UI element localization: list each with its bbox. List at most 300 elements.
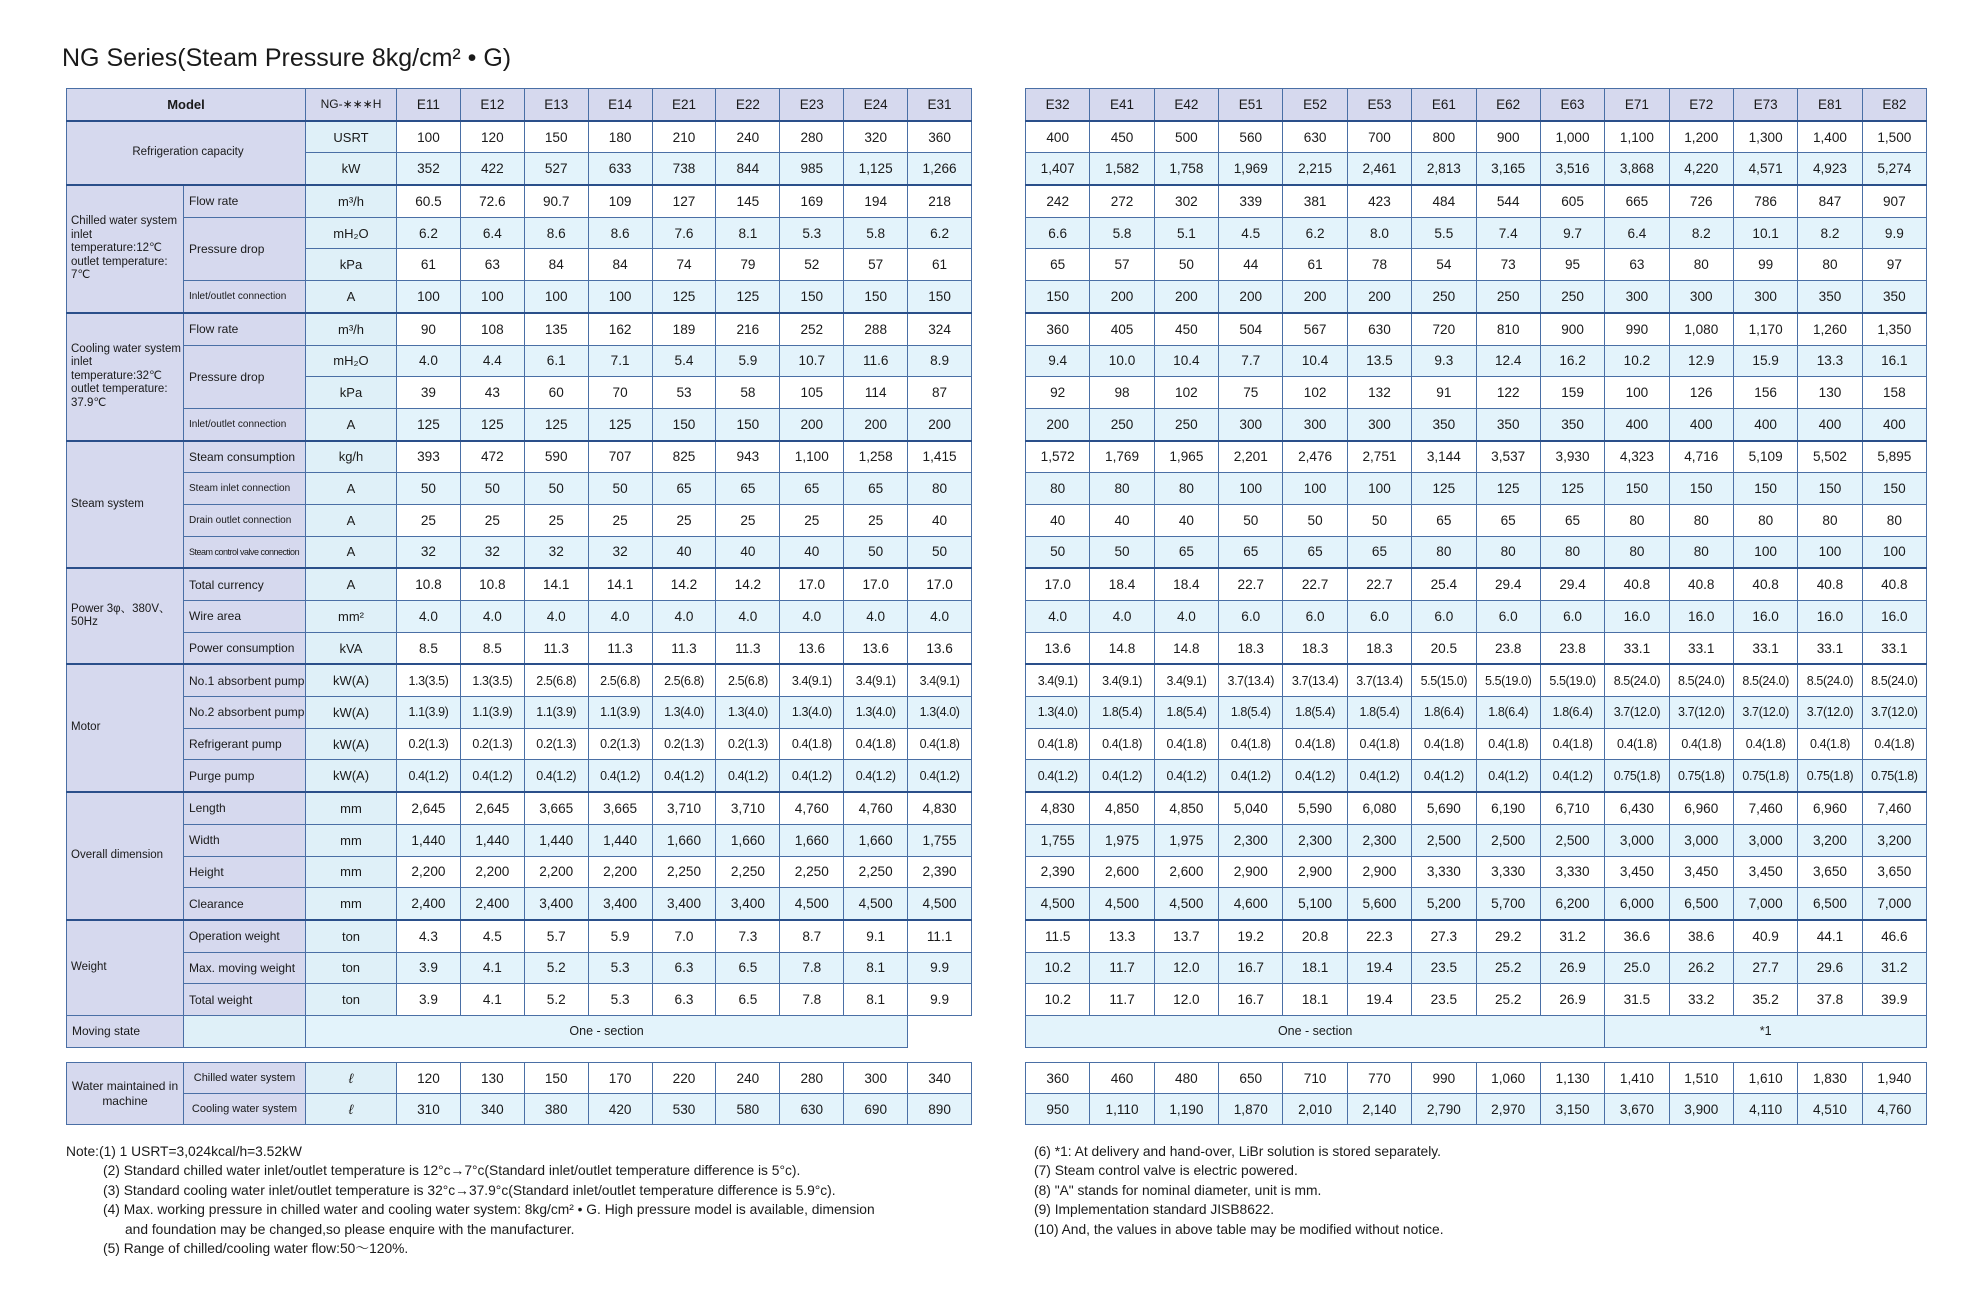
value-cell: 300 (1669, 281, 1733, 313)
value-cell: 1,572 (1026, 441, 1090, 473)
value-cell: 3,665 (524, 792, 588, 824)
value-cell: 1.3(4.0) (844, 697, 908, 729)
value-cell: 1,769 (1090, 441, 1154, 473)
table-row (67, 441, 972, 473)
value-cell: 0.4(1.8) (1154, 728, 1218, 760)
note-line: (10) And, the values in above table may be modified without notice. (1034, 1221, 1444, 1237)
value-cell: 1.1(3.9) (588, 697, 652, 729)
value-cell: 36.6 (1605, 920, 1669, 952)
value-cell: 200 (780, 408, 844, 440)
unit-cell: mm (306, 824, 397, 856)
value-cell: 18.4 (1090, 568, 1154, 600)
value-cell: 2,250 (716, 856, 780, 888)
value-cell: 4,500 (1154, 888, 1218, 920)
table-row (67, 728, 972, 760)
value-cell: 100 (1605, 377, 1669, 409)
value-cell: 108 (460, 313, 524, 345)
value-cell: 2,461 (1347, 153, 1411, 185)
value-cell: 52 (780, 249, 844, 281)
value-cell: 14.2 (716, 568, 780, 600)
value-cell: 360 (1026, 1063, 1090, 1094)
table-row (67, 473, 972, 505)
value-cell: 381 (1283, 185, 1347, 217)
value-cell: 130 (460, 1063, 524, 1094)
value-cell: 25 (588, 504, 652, 536)
value-cell: 0.4(1.2) (460, 760, 524, 792)
value-cell: 1,440 (460, 824, 524, 856)
unit-cell: mm (306, 856, 397, 888)
value-cell: 3,670 (1605, 1094, 1669, 1125)
value-cell: 23.8 (1540, 632, 1604, 664)
value-cell: 22.7 (1283, 568, 1347, 600)
unit-cell: mm (306, 888, 397, 920)
value-cell: 3.7(13.4) (1219, 664, 1283, 696)
value-cell: 109 (588, 185, 652, 217)
value-cell: 800 (1412, 121, 1476, 153)
value-cell: 1,975 (1154, 824, 1218, 856)
value-cell: 400 (1798, 408, 1862, 440)
value-cell: 1,660 (652, 824, 716, 856)
value-cell: 65 (1412, 504, 1476, 536)
value-cell: 25 (460, 504, 524, 536)
value-cell: 7,460 (1862, 792, 1926, 824)
value-cell: 0.4(1.2) (1283, 760, 1347, 792)
value-cell: 11.3 (716, 632, 780, 664)
value-cell: 5,200 (1412, 888, 1476, 920)
value-cell: 3.4(9.1) (1090, 664, 1154, 696)
value-cell: 150 (524, 121, 588, 153)
unit-cell: kg/h (306, 441, 397, 473)
value-cell: 3,000 (1733, 824, 1797, 856)
value-cell: 92 (1026, 377, 1090, 409)
value-cell: 26.9 (1540, 952, 1604, 984)
value-cell: 0.75(1.8) (1862, 760, 1926, 792)
value-cell: 39 (397, 377, 461, 409)
row-label: Flow rate (184, 185, 306, 217)
value-cell: 3,400 (588, 888, 652, 920)
value-cell: 29.6 (1798, 952, 1862, 984)
value-cell: 27.3 (1412, 920, 1476, 952)
value-cell: 5,040 (1219, 792, 1283, 824)
unit-cell: A (306, 504, 397, 536)
value-cell: 6.3 (652, 984, 716, 1016)
value-cell: 3,450 (1669, 856, 1733, 888)
value-cell: 40 (716, 536, 780, 568)
value-cell: 2,300 (1283, 824, 1347, 856)
moving-state-footnote: *1 (1605, 1015, 1927, 1047)
value-cell: 32 (524, 536, 588, 568)
value-cell: 0.2(1.3) (652, 728, 716, 760)
row-label: Pressure drop (184, 217, 306, 280)
value-cell: 0.4(1.8) (1219, 728, 1283, 760)
value-cell: 250 (1090, 408, 1154, 440)
table-row (67, 664, 972, 696)
value-cell: 127 (652, 185, 716, 217)
value-cell: 1.1(3.9) (460, 697, 524, 729)
value-cell: 2.5(6.8) (716, 664, 780, 696)
value-cell: 450 (1154, 313, 1218, 345)
table-row (1026, 568, 1927, 600)
value-cell: 53 (652, 377, 716, 409)
unit-cell: kPa (306, 377, 397, 409)
value-cell: 200 (908, 408, 972, 440)
value-cell: 50 (1154, 249, 1218, 281)
value-cell: 65 (1347, 536, 1411, 568)
row-label: Flow rate (184, 313, 306, 345)
value-cell: 0.4(1.2) (908, 760, 972, 792)
table-row (1026, 153, 1927, 185)
value-cell: 65 (1219, 536, 1283, 568)
value-cell: 43 (460, 377, 524, 409)
value-cell: 10.4 (1283, 345, 1347, 377)
value-cell: 6.0 (1476, 601, 1540, 633)
value-cell: 1,110 (1090, 1094, 1154, 1125)
table-row (1026, 408, 1927, 440)
value-cell: 8.5(24.0) (1862, 664, 1926, 696)
value-cell: 3.4(9.1) (1154, 664, 1218, 696)
value-cell: 405 (1090, 313, 1154, 345)
value-cell: 3,930 (1540, 441, 1604, 473)
value-cell: 1.8(5.4) (1090, 697, 1154, 729)
value-cell: 1,100 (780, 441, 844, 473)
value-cell: 1.3(3.5) (460, 664, 524, 696)
value-cell: 200 (1090, 281, 1154, 313)
value-cell: 4.0 (397, 345, 461, 377)
value-cell: 0.2(1.3) (524, 728, 588, 760)
value-cell: 10.8 (397, 568, 461, 600)
unit-cell: mm² (306, 601, 397, 633)
value-cell: 990 (1412, 1063, 1476, 1094)
value-cell: 200 (1026, 408, 1090, 440)
value-cell: 5.2 (524, 984, 588, 1016)
value-cell: 1,500 (1862, 121, 1926, 153)
value-cell: 26.2 (1669, 952, 1733, 984)
value-cell: 10.4 (1154, 345, 1218, 377)
value-cell: 100 (397, 281, 461, 313)
value-cell: 25.4 (1412, 568, 1476, 600)
value-cell: 12.0 (1154, 952, 1218, 984)
value-cell: 985 (780, 153, 844, 185)
value-cell: 4,220 (1669, 153, 1733, 185)
value-cell: 900 (1540, 313, 1604, 345)
table-row (1026, 313, 1927, 345)
value-cell: 120 (397, 1063, 461, 1094)
value-cell: 13.3 (1798, 345, 1862, 377)
value-cell: 7.1 (588, 345, 652, 377)
table-row (1026, 1015, 1927, 1047)
value-cell: 0.4(1.8) (780, 728, 844, 760)
value-cell: 5,700 (1476, 888, 1540, 920)
value-cell: 1,350 (1862, 313, 1926, 345)
value-cell: 1.8(5.4) (1347, 697, 1411, 729)
value-cell: 630 (1347, 313, 1411, 345)
value-cell: 0.4(1.8) (1283, 728, 1347, 760)
value-cell: 2,250 (780, 856, 844, 888)
value-cell: 32 (460, 536, 524, 568)
value-cell: 250 (1154, 408, 1218, 440)
value-cell: 33.2 (1669, 984, 1733, 1016)
value-cell: 1,170 (1733, 313, 1797, 345)
value-cell: 25 (652, 504, 716, 536)
value-cell: 6.0 (1540, 601, 1604, 633)
model-name-E72: E72 (1669, 89, 1733, 121)
value-cell: 6.3 (652, 952, 716, 984)
value-cell: 150 (1733, 473, 1797, 505)
value-cell: 324 (908, 313, 972, 345)
value-cell: 4,850 (1154, 792, 1218, 824)
value-cell: 10.0 (1090, 345, 1154, 377)
value-cell: 200 (844, 408, 908, 440)
value-cell: 18.1 (1283, 984, 1347, 1016)
model-name-E22: E22 (716, 89, 780, 121)
value-cell: 1.3(4.0) (652, 697, 716, 729)
value-cell: 1,440 (588, 824, 652, 856)
value-cell: 4.3 (397, 920, 461, 952)
value-cell: 5.5(15.0) (1412, 664, 1476, 696)
value-cell: 65 (652, 473, 716, 505)
note-line: (6) *1: At delivery and hand-over, LiBr solution is stored separately. (1034, 1144, 1441, 1159)
value-cell: 125 (1412, 473, 1476, 505)
value-cell: 2,645 (397, 792, 461, 824)
model-name-E32: E32 (1026, 89, 1090, 121)
value-cell: 18.4 (1154, 568, 1218, 600)
value-cell: 252 (780, 313, 844, 345)
value-cell: 7.8 (780, 984, 844, 1016)
value-cell: 4.0 (652, 601, 716, 633)
value-cell: 3.4(9.1) (844, 664, 908, 696)
table-row (1026, 920, 1927, 952)
value-cell: 4,600 (1219, 888, 1283, 920)
value-cell: 11.3 (524, 632, 588, 664)
row-label: Moving state (67, 1015, 184, 1047)
value-cell: 352 (397, 153, 461, 185)
value-cell: 18.3 (1219, 632, 1283, 664)
value-cell: 16.0 (1733, 601, 1797, 633)
value-cell: 3.7(13.4) (1347, 664, 1411, 696)
page-title: NG Series(Steam Pressure 8kg/cm² • G) (62, 44, 512, 72)
model-header: Model (67, 89, 306, 121)
note-line: and foundation may be changed,so please enquire with the manufacturer. (125, 1221, 575, 1237)
value-cell: 90.7 (524, 185, 588, 217)
value-cell: 150 (716, 408, 780, 440)
value-cell: 33.1 (1862, 632, 1926, 664)
value-cell: 4,323 (1605, 441, 1669, 473)
value-cell: 50 (588, 473, 652, 505)
value-cell: 65 (1026, 249, 1090, 281)
value-cell: 3,868 (1605, 153, 1669, 185)
value-cell: 2,476 (1283, 441, 1347, 473)
row-label: Chilled water system (184, 1063, 306, 1094)
value-cell: 126 (1669, 377, 1733, 409)
value-cell: 63 (460, 249, 524, 281)
table-row (67, 792, 972, 824)
value-cell: 1.3(4.0) (780, 697, 844, 729)
value-cell: 60.5 (397, 185, 461, 217)
table-row (1026, 632, 1927, 664)
table-row (1026, 1094, 1927, 1125)
unit-cell (184, 1015, 306, 1047)
value-cell: 5.8 (1090, 217, 1154, 249)
value-cell: 20.5 (1412, 632, 1476, 664)
value-cell: 63 (1605, 249, 1669, 281)
value-cell: 75 (1219, 377, 1283, 409)
value-cell: 288 (844, 313, 908, 345)
group-label: Steam system (67, 441, 184, 569)
value-cell: 2,300 (1219, 824, 1283, 856)
model-name-E42: E42 (1154, 89, 1218, 121)
value-cell: 0.2(1.3) (460, 728, 524, 760)
value-cell: 2,400 (460, 888, 524, 920)
unit-cell: ton (306, 920, 397, 952)
value-cell: 272 (1090, 185, 1154, 217)
value-cell: 7.4 (1476, 217, 1540, 249)
value-cell: 72.6 (460, 185, 524, 217)
value-cell: 150 (1605, 473, 1669, 505)
value-cell: 6.6 (1026, 217, 1090, 249)
value-cell: 40.8 (1605, 568, 1669, 600)
value-cell: 3,650 (1862, 856, 1926, 888)
table-row (67, 1015, 972, 1047)
value-cell: 0.4(1.8) (1090, 728, 1154, 760)
value-cell: 2,900 (1347, 856, 1411, 888)
value-cell: 0.4(1.2) (780, 760, 844, 792)
value-cell: 11.3 (652, 632, 716, 664)
value-cell: 150 (908, 281, 972, 313)
value-cell: 7.8 (780, 952, 844, 984)
model-name-E63: E63 (1540, 89, 1604, 121)
value-cell: 0.4(1.2) (1026, 760, 1090, 792)
value-cell: 80 (1154, 473, 1218, 505)
model-name-E82: E82 (1862, 89, 1926, 121)
value-cell: 2,500 (1476, 824, 1540, 856)
row-label: Length (184, 792, 306, 824)
value-cell: 90 (397, 313, 461, 345)
value-cell: 10.2 (1605, 345, 1669, 377)
table-row (1026, 984, 1927, 1016)
table-row (67, 1063, 972, 1094)
value-cell: 40 (780, 536, 844, 568)
value-cell: 2,390 (1026, 856, 1090, 888)
value-cell: 6.0 (1347, 601, 1411, 633)
value-cell: 7.3 (716, 920, 780, 952)
value-cell: 65 (1283, 536, 1347, 568)
value-cell: 40.8 (1862, 568, 1926, 600)
value-cell: 630 (1283, 121, 1347, 153)
value-cell: 3.4(9.1) (1026, 664, 1090, 696)
value-cell: 97 (1862, 249, 1926, 281)
value-cell: 3,650 (1798, 856, 1862, 888)
value-cell: 25 (397, 504, 461, 536)
value-cell: 1,300 (1733, 121, 1797, 153)
value-cell: 0.4(1.2) (588, 760, 652, 792)
value-cell: 16.2 (1540, 345, 1604, 377)
model-name-E23: E23 (780, 89, 844, 121)
value-cell: 665 (1605, 185, 1669, 217)
value-cell: 1,258 (844, 441, 908, 473)
model-name-E62: E62 (1476, 89, 1540, 121)
value-cell: 10.1 (1733, 217, 1797, 249)
value-cell: 23.5 (1412, 984, 1476, 1016)
table-row (1026, 121, 1927, 153)
value-cell: 40 (908, 504, 972, 536)
value-cell: 0.4(1.2) (1347, 760, 1411, 792)
value-cell: 44 (1219, 249, 1283, 281)
unit-cell: kW (306, 153, 397, 185)
value-cell: 33.1 (1733, 632, 1797, 664)
value-cell: 23.5 (1412, 952, 1476, 984)
value-cell: 13.6 (780, 632, 844, 664)
value-cell: 17.0 (1026, 568, 1090, 600)
value-cell: 605 (1540, 185, 1604, 217)
value-cell: 145 (716, 185, 780, 217)
unit-cell: USRT (306, 121, 397, 153)
value-cell: 200 (1219, 281, 1283, 313)
value-cell: 1,000 (1540, 121, 1604, 153)
value-cell: 460 (1090, 1063, 1154, 1094)
unit-cell: m³/h (306, 313, 397, 345)
value-cell: 4,830 (908, 792, 972, 824)
value-cell: 158 (1862, 377, 1926, 409)
model-name-E81: E81 (1798, 89, 1862, 121)
model-name-E24: E24 (844, 89, 908, 121)
value-cell: 80 (1412, 536, 1476, 568)
value-cell: 150 (524, 1063, 588, 1094)
value-cell: 2.5(6.8) (524, 664, 588, 696)
row-label: Wire area (184, 601, 306, 633)
value-cell: 200 (1347, 281, 1411, 313)
table-row (67, 313, 972, 345)
value-cell: 6.0 (1219, 601, 1283, 633)
value-cell: 8.7 (780, 920, 844, 952)
row-label: Total weight (184, 984, 306, 1016)
unit-cell: A (306, 473, 397, 505)
table-row (1026, 888, 1927, 920)
value-cell: 4.0 (844, 601, 908, 633)
value-cell: 4,500 (844, 888, 908, 920)
value-cell: 11.1 (908, 920, 972, 952)
table-row (1026, 792, 1927, 824)
value-cell: 2,200 (397, 856, 461, 888)
value-cell: 0.4(1.2) (524, 760, 588, 792)
value-cell: 3,000 (1669, 824, 1733, 856)
value-cell: 943 (716, 441, 780, 473)
value-cell: 4,760 (844, 792, 908, 824)
value-cell: 16.0 (1798, 601, 1862, 633)
value-cell: 350 (1798, 281, 1862, 313)
value-cell: 26.9 (1540, 984, 1604, 1016)
value-cell: 50 (524, 473, 588, 505)
value-cell: 240 (716, 1063, 780, 1094)
value-cell: 100 (397, 121, 461, 153)
value-cell: 242 (1026, 185, 1090, 217)
value-cell: 350 (1862, 281, 1926, 313)
value-cell: 4.5 (460, 920, 524, 952)
value-cell: 300 (1347, 408, 1411, 440)
value-cell: 25 (716, 504, 780, 536)
value-cell: 480 (1154, 1063, 1218, 1094)
group-label: Weight (67, 920, 184, 1016)
model-name-E52: E52 (1283, 89, 1347, 121)
value-cell: 8.1 (844, 952, 908, 984)
value-cell: 3,330 (1412, 856, 1476, 888)
value-cell: 50 (1347, 504, 1411, 536)
row-label: Max. moving weight (184, 952, 306, 984)
value-cell: 2,600 (1154, 856, 1218, 888)
value-cell: 1,400 (1798, 121, 1862, 153)
value-cell: 302 (1154, 185, 1218, 217)
value-cell: 0.75(1.8) (1605, 760, 1669, 792)
row-label: Operation weight (184, 920, 306, 952)
